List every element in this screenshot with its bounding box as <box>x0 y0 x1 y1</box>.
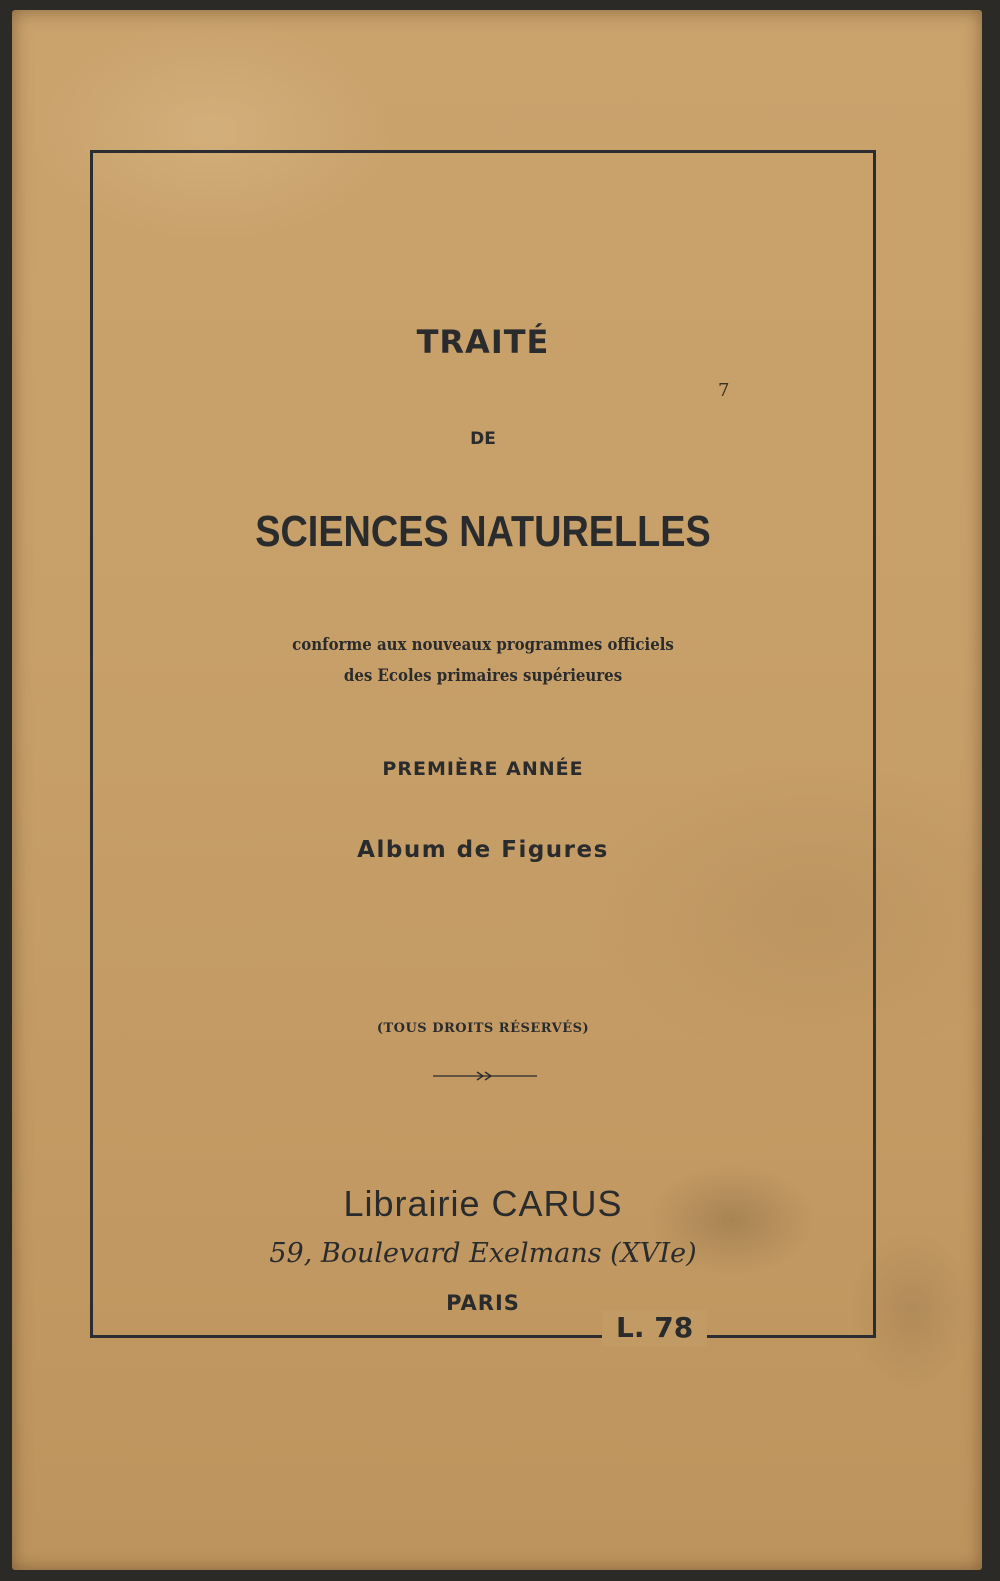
ornament-divider-icon <box>433 1071 537 1081</box>
book-cover <box>12 10 982 1570</box>
subtitle-line-1: conforme aux nouveaux programmes officiels <box>292 635 674 655</box>
subtitle-line-2: des Ecoles primaires supérieures <box>343 666 623 686</box>
rights-notice: (TOUS DROITS RÉSERVÉS) <box>376 1021 590 1036</box>
publisher-name: Librairie CARUS <box>343 1183 623 1224</box>
level-label: PREMIÈRE ANNÉE <box>382 758 584 780</box>
title-connector: DE <box>470 429 496 449</box>
publisher-address: 59, Boulevard Exelmans (XVIe) <box>269 1238 697 1269</box>
price-mark: L. 78 <box>602 1310 707 1346</box>
volume-label: Album de Figures <box>357 837 609 863</box>
main-title: SCIENCES NATURELLES <box>255 507 711 556</box>
cover-border-frame <box>90 150 876 1338</box>
publisher-city: PARIS <box>446 1291 520 1315</box>
pencil-mark: 7 <box>718 380 730 401</box>
title-traite: TRAITÉ <box>416 323 550 361</box>
